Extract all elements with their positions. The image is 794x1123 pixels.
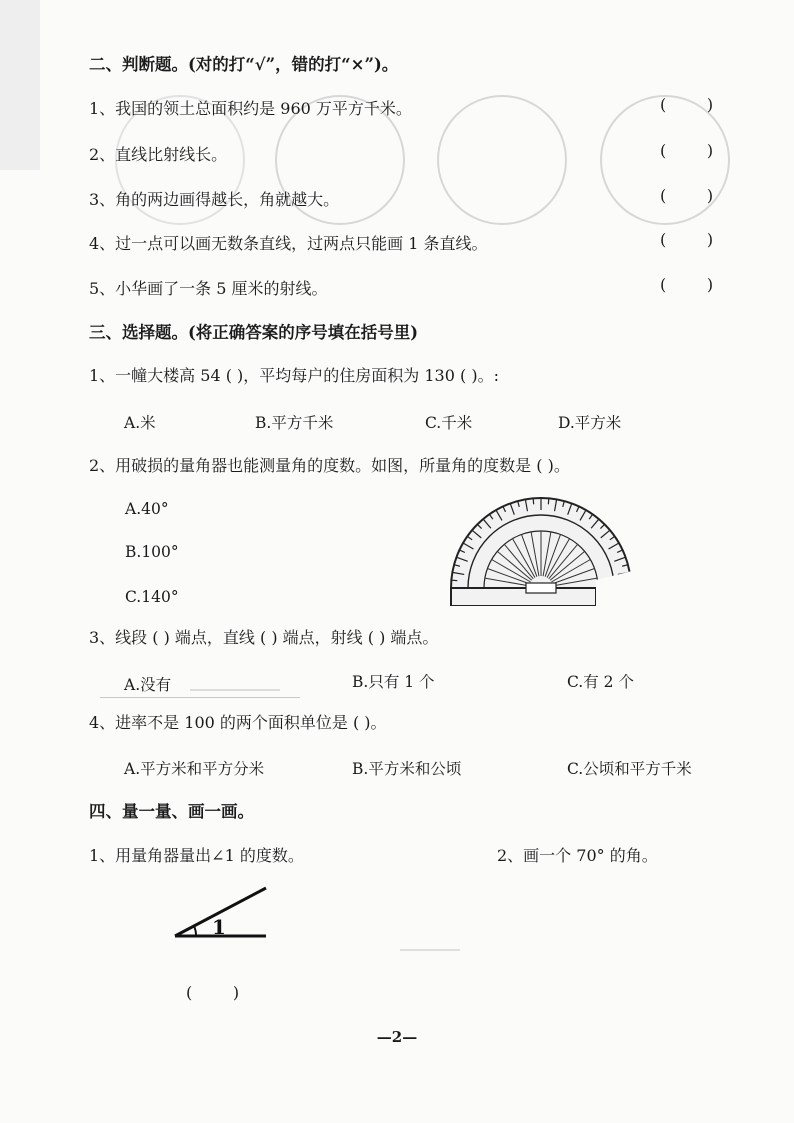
section-choice-heading: 三、选择题。(将正确答案的序号填在括号里) [89,323,419,342]
tf-item-2: 2、直线比射线长。 [89,145,228,164]
choice-q2-option-c[interactable]: C.140° [125,588,179,606]
protractor-tick [548,498,549,504]
tf-item-5: 5、小华画了一条 5 厘米的射线。 [89,279,328,298]
choice-q4-option-c[interactable]: C.公顷和平方千米 [567,760,692,778]
choice-q4-text: 4、进率不是 100 的两个面积单位是 ( )。 [89,713,387,732]
protractor-tick [451,580,457,581]
choice-q1-text: 1、一幢大楼高 54 ( )，平均每户的住房面积为 130 ( )。: [89,366,499,385]
broken-protractor-figure [446,488,636,606]
choice-q3-text: 3、线段 ( ) 端点，直线 ( ) 端点，射线 ( ) 端点。 [89,628,439,647]
tf-answer-blank-4[interactable]: ( ) [660,230,714,249]
tf-item-4: 4、过一点可以画无数条直线，过两点只能画 1 条直线。 [89,234,488,253]
choice-q1-option-b[interactable]: B.平方千米 [255,414,334,432]
tf-item-1: 1、我国的领土总面积约是 960 万平方千米。 [89,99,412,118]
angle-label: 1 [212,915,226,939]
tf-answer-blank-5[interactable]: ( ) [660,275,714,294]
choice-q4-option-a[interactable]: A.平方米和平方分米 [124,760,265,778]
section-measure-draw-heading: 四、量一量、画一画。 [89,802,254,821]
tf-answer-blank-3[interactable]: ( ) [660,186,714,205]
choice-q1-option-c[interactable]: C.千米 [425,414,473,432]
angle-1-figure [170,880,270,940]
protractor-tick [533,498,534,504]
choice-q3-option-a[interactable]: A.没有 [124,676,172,694]
tf-item-3: 3、角的两边画得越长，角就越大。 [89,190,340,209]
choice-q3-option-b[interactable]: B.只有 1 个 [352,673,435,691]
section-true-false-heading: 二、判断题。(对的打“√”，错的打“×”)。 [89,55,399,74]
tf-answer-blank-1[interactable]: ( ) [660,95,714,114]
choice-q1-option-a[interactable]: A.米 [124,414,156,432]
draw-q2-text: 2、画一个 70° 的角。 [497,846,658,865]
measure-answer-blank[interactable]: ( ) [186,983,240,1002]
choice-q3-option-c[interactable]: C.有 2 个 [567,673,634,691]
measure-q1-text: 1、用量角器量出∠1 的度数。 [89,846,304,865]
pencil-underline [100,697,300,698]
choice-q2-option-b[interactable]: B.100° [125,543,179,561]
choice-q2-option-a[interactable]: A.40° [125,500,169,518]
protractor-tick [625,580,631,581]
page-number: —2— [376,1028,418,1046]
choice-q2-text: 2、用破损的量角器也能测量角的度数。如图，所量角的度数是 ( )。 [89,456,570,475]
choice-q1-option-d[interactable]: D.平方米 [558,414,622,432]
tf-answer-blank-2[interactable]: ( ) [660,141,714,160]
choice-q4-option-b[interactable]: B.平方米和公顷 [352,760,462,778]
